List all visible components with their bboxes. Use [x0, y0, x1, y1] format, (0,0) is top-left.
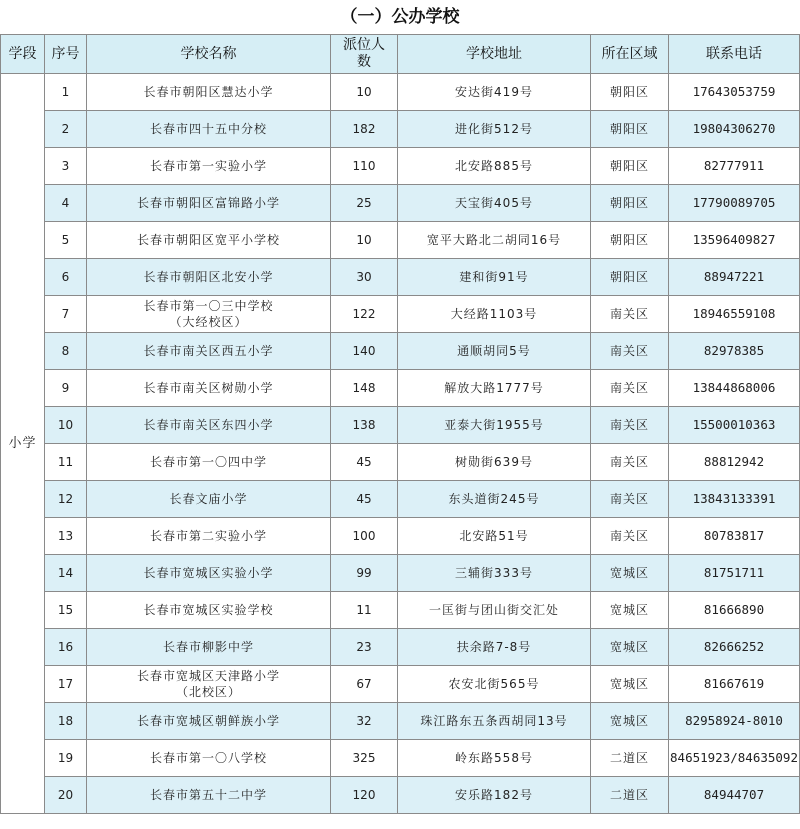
address-cell: 东头道街245号 [398, 481, 591, 518]
school-name-cell [87, 777, 331, 814]
school-name-cell [87, 333, 331, 370]
phone-cell: 82777911 [669, 148, 800, 185]
table-row [1, 740, 800, 777]
table-row [1, 111, 800, 148]
count-cell: 182 [331, 111, 398, 148]
table-row [1, 296, 800, 333]
school-name: 长春市第一〇四中学 [149, 455, 267, 469]
address-cell: 北安路885号 [398, 148, 591, 185]
header-row [1, 35, 800, 74]
public-schools-table [0, 34, 800, 814]
school-name: 长春市朝阳区宽平小学校 [136, 233, 280, 247]
school-name: 长春市宽城区实验小学 [143, 566, 274, 580]
district-cell: 南关区 [591, 518, 669, 555]
phone-cell: 13596409827 [669, 222, 800, 259]
address-cell: 扶余路7-8号 [398, 629, 591, 666]
district-cell: 南关区 [591, 481, 669, 518]
address-cell: 珠江路东五条西胡同13号 [398, 703, 591, 740]
school-name-cell [87, 185, 331, 222]
phone-cell: 80783817 [669, 518, 800, 555]
seq-cell: 11 [45, 444, 87, 481]
header-district: 所在区域 [591, 35, 669, 74]
school-name-cell [87, 444, 331, 481]
seq-cell: 19 [45, 740, 87, 777]
school-name: 长春市第二实验小学 [149, 529, 267, 543]
seq-cell: 8 [45, 333, 87, 370]
table-title: （一）公办学校 [340, 7, 460, 27]
seq-cell: 5 [45, 222, 87, 259]
address-cell: 安达街419号 [398, 74, 591, 111]
district-cell: 南关区 [591, 407, 669, 444]
table-row [1, 259, 800, 296]
table-row [1, 148, 800, 185]
address-cell: 解放大路1777号 [398, 370, 591, 407]
school-name: 长春市南关区东四小学 [143, 418, 274, 432]
address-cell: 天宝街405号 [398, 185, 591, 222]
district-cell: 宽城区 [591, 629, 669, 666]
count-cell: 10 [331, 222, 398, 259]
school-name-cell [87, 629, 331, 666]
table-row [1, 666, 800, 703]
address-cell: 树勋街639号 [398, 444, 591, 481]
address-cell: 通顺胡同5号 [398, 333, 591, 370]
school-campus: （北校区） [175, 685, 241, 699]
count-cell: 32 [331, 703, 398, 740]
school-name-cell [87, 111, 331, 148]
phone-cell: 15500010363 [669, 407, 800, 444]
seq-cell: 15 [45, 592, 87, 629]
school-name: 长春市南关区西五小学 [143, 344, 274, 358]
school-name-cell [87, 370, 331, 407]
school-name-cell [87, 407, 331, 444]
school-name-cell [87, 555, 331, 592]
seq-cell: 12 [45, 481, 87, 518]
district-cell: 二道区 [591, 740, 669, 777]
table-row [1, 777, 800, 814]
table-row [1, 444, 800, 481]
address-cell: 农安北街565号 [398, 666, 591, 703]
phone-cell: 18946559108 [669, 296, 800, 333]
count-cell: 110 [331, 148, 398, 185]
count-cell: 138 [331, 407, 398, 444]
table-row [1, 629, 800, 666]
address-cell: 亚泰大街1955号 [398, 407, 591, 444]
phone-cell: 17643053759 [669, 74, 800, 111]
district-cell: 宽城区 [591, 703, 669, 740]
seq-cell: 7 [45, 296, 87, 333]
seq-cell: 14 [45, 555, 87, 592]
district-cell: 朝阳区 [591, 259, 669, 296]
school-name: 长春市朝阳区北安小学 [143, 270, 274, 284]
address-cell: 建和街91号 [398, 259, 591, 296]
header-seq: 序号 [45, 35, 87, 74]
stage-cell: 小学 [1, 74, 45, 814]
seq-cell: 20 [45, 777, 87, 814]
school-name: 长春市南关区树勋小学 [143, 381, 274, 395]
school-name-cell [87, 259, 331, 296]
district-cell: 朝阳区 [591, 111, 669, 148]
district-cell: 南关区 [591, 444, 669, 481]
seq-cell: 9 [45, 370, 87, 407]
address-cell: 宽平大路北二胡同16号 [398, 222, 591, 259]
phone-cell: 81666890 [669, 592, 800, 629]
count-cell: 30 [331, 259, 398, 296]
address-cell: 进化街512号 [398, 111, 591, 148]
seq-cell: 16 [45, 629, 87, 666]
address-cell: 安乐路182号 [398, 777, 591, 814]
count-cell: 122 [331, 296, 398, 333]
school-name-cell [87, 666, 331, 703]
count-cell: 100 [331, 518, 398, 555]
school-name: 长春市宽城区天津路小学 [136, 669, 280, 683]
phone-cell: 88812942 [669, 444, 800, 481]
district-cell: 南关区 [591, 296, 669, 333]
count-cell: 11 [331, 592, 398, 629]
district-cell: 宽城区 [591, 592, 669, 629]
seq-cell: 18 [45, 703, 87, 740]
table-row [1, 481, 800, 518]
phone-cell: 82666252 [669, 629, 800, 666]
district-cell: 朝阳区 [591, 222, 669, 259]
district-cell: 朝阳区 [591, 148, 669, 185]
school-name: 长春市第一〇三中学校 [143, 299, 274, 313]
header-count [331, 35, 398, 74]
school-name-cell [87, 296, 331, 333]
address-cell: 岭东路558号 [398, 740, 591, 777]
school-name-cell [87, 481, 331, 518]
count-cell: 45 [331, 481, 398, 518]
school-campus: （大经校区） [169, 315, 248, 329]
school-name-cell [87, 740, 331, 777]
phone-cell: 82978385 [669, 333, 800, 370]
header-count-label: 派位人数 [343, 37, 385, 70]
phone-cell: 81667619 [669, 666, 800, 703]
count-cell: 25 [331, 185, 398, 222]
seq-cell: 6 [45, 259, 87, 296]
count-cell: 23 [331, 629, 398, 666]
district-cell: 宽城区 [591, 555, 669, 592]
count-cell: 140 [331, 333, 398, 370]
phone-cell: 84651923/84635092 [669, 740, 800, 777]
phone-cell: 82958924-8010 [669, 703, 800, 740]
count-cell: 120 [331, 777, 398, 814]
school-name-cell [87, 703, 331, 740]
seq-cell: 3 [45, 148, 87, 185]
table-row [1, 185, 800, 222]
table-row [1, 407, 800, 444]
phone-cell: 84944707 [669, 777, 800, 814]
seq-cell: 2 [45, 111, 87, 148]
district-cell: 二道区 [591, 777, 669, 814]
table-row [1, 333, 800, 370]
address-cell: 一匡街与团山街交汇处 [398, 592, 591, 629]
address-cell: 大经路1103号 [398, 296, 591, 333]
phone-cell: 13844868006 [669, 370, 800, 407]
count-cell: 45 [331, 444, 398, 481]
table-row [1, 370, 800, 407]
count-cell: 67 [331, 666, 398, 703]
header-stage: 学段 [1, 35, 45, 74]
table-row [1, 222, 800, 259]
district-cell: 南关区 [591, 333, 669, 370]
school-name: 长春文庙小学 [169, 492, 248, 506]
seq-cell: 1 [45, 74, 87, 111]
phone-cell: 88947221 [669, 259, 800, 296]
address-cell: 北安路51号 [398, 518, 591, 555]
school-name: 长春市第五十二中学 [149, 788, 267, 802]
school-name-cell [87, 222, 331, 259]
school-name: 长春市四十五中分校 [149, 122, 267, 136]
table-row [1, 518, 800, 555]
seq-cell: 10 [45, 407, 87, 444]
school-name-cell [87, 148, 331, 185]
school-name: 长春市宽城区朝鲜族小学 [136, 714, 280, 728]
school-name: 长春市第一实验小学 [149, 159, 267, 173]
school-name: 长春市宽城区实验学校 [143, 603, 274, 617]
header-address: 学校地址 [398, 35, 591, 74]
count-cell: 148 [331, 370, 398, 407]
school-name: 长春市朝阳区慧达小学 [143, 85, 274, 99]
school-name: 长春市第一〇八学校 [149, 751, 267, 765]
school-name-cell [87, 74, 331, 111]
table-row [1, 592, 800, 629]
seq-cell: 17 [45, 666, 87, 703]
district-cell: 宽城区 [591, 666, 669, 703]
district-cell: 朝阳区 [591, 185, 669, 222]
school-name: 长春市朝阳区富锦路小学 [136, 196, 280, 210]
phone-cell: 81751711 [669, 555, 800, 592]
header-name: 学校名称 [87, 35, 331, 74]
count-cell: 10 [331, 74, 398, 111]
seq-cell: 4 [45, 185, 87, 222]
count-cell: 325 [331, 740, 398, 777]
district-cell: 朝阳区 [591, 74, 669, 111]
school-name: 长春市柳影中学 [162, 640, 254, 654]
school-name-cell [87, 518, 331, 555]
count-cell: 99 [331, 555, 398, 592]
phone-cell: 17790089705 [669, 185, 800, 222]
table-row [1, 703, 800, 740]
address-cell: 三辅街333号 [398, 555, 591, 592]
phone-cell: 13843133391 [669, 481, 800, 518]
header-phone: 联系电话 [669, 35, 800, 74]
district-cell: 南关区 [591, 370, 669, 407]
school-name-cell [87, 592, 331, 629]
seq-cell: 13 [45, 518, 87, 555]
table-row [1, 555, 800, 592]
phone-cell: 19804306270 [669, 111, 800, 148]
table-row [1, 74, 800, 111]
